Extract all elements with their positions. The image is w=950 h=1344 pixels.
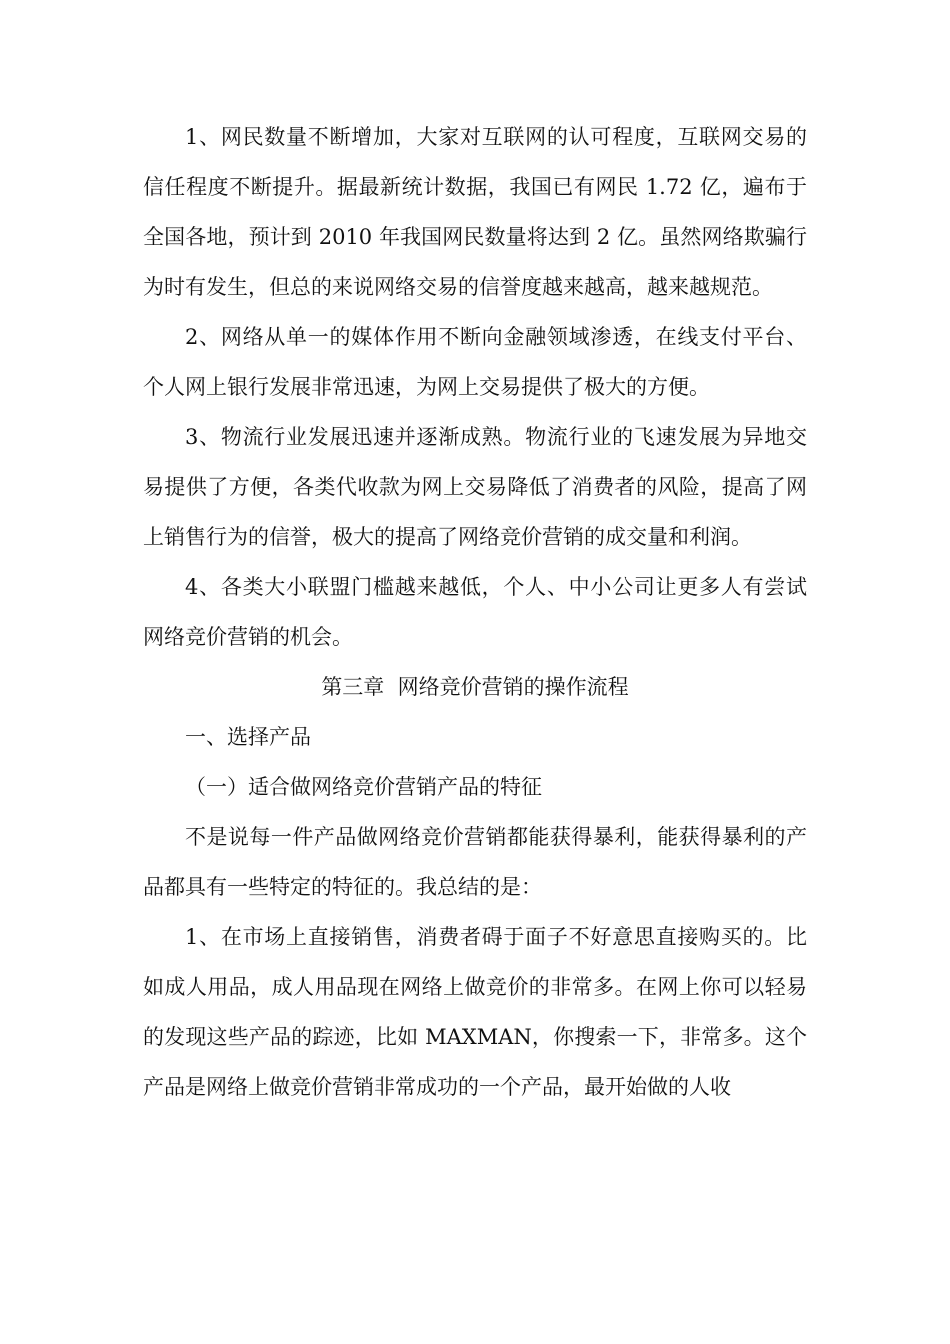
paragraph-alliances: 4、各类大小联盟门槛越来越低，个人、中小公司让更多人有尝试网络竞价营销的机会。	[143, 575, 807, 649]
paragraph-product-features: 不是说每一件产品做网络竞价营销都能获得暴利，能获得暴利的产品都具有一些特定的特征的。我总结的是：	[143, 825, 807, 899]
paragraph-netizen-growth: 1、网民数量不断增加，大家对互联网的认可程度，互联网交易的信任程度不断提升。据最新统计数据，我国已有网民 1.72 亿，遍布于全国各地，预计到 2010 年我国网民数量将达到 2 亿。虽然网络欺骗行为时有发生，但总的来说网络交易的信誉度越来越高，越来越规范。	[143, 125, 807, 299]
paragraph-feature-one: 1、在市场上直接销售，消费者碍于面子不好意思直接购买的。比如成人用品，成人用品现在网络上做竞价的非常多。在网上你可以轻易的发现这些产品的踪迹，比如 MAXMAN，你搜索一下，非常多。这个产品是网络上做竞价营销非常成功的一个产品，最开始做的人收	[143, 925, 807, 1099]
paragraph-online-payment: 2、网络从单一的媒体作用不断向金融领域渗透，在线支付平台、个人网上银行发展非常迅速，为网上交易提供了极大的方便。	[143, 325, 807, 399]
document-body	[143, 112, 807, 1112]
paragraph-logistics: 3、物流行业发展迅速并逐渐成熟。物流行业的飞速发展为异地交易提供了方便，各类代收款为网上交易降低了消费者的风险，提高了网上销售行为的信誉，极大的提高了网络竞价营销的成交量和利润。	[143, 425, 807, 549]
section-title: 一、选择产品	[185, 725, 311, 749]
chapter-title: 第三章 网络竞价营销的操作流程	[321, 675, 629, 699]
subsection-title: （一）适合做网络竞价营销产品的特征	[185, 775, 542, 799]
